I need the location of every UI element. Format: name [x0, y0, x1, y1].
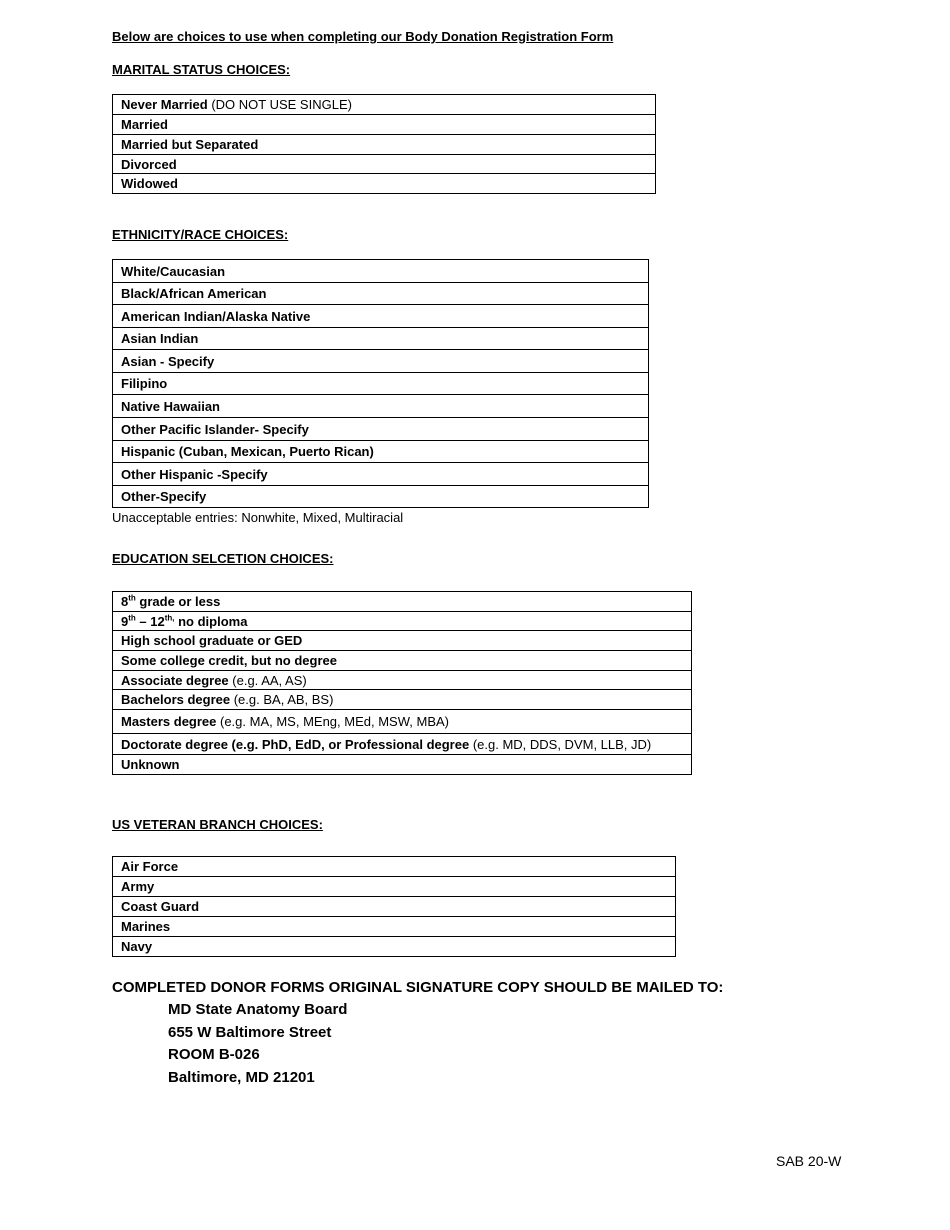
table-row [113, 592, 692, 612]
table-row [113, 612, 692, 631]
education-choice-label: Associate degree [121, 672, 229, 688]
marital-choice-label: Widowed [121, 176, 178, 191]
table-row [113, 350, 649, 373]
ethnicity-choice: Filipino [113, 373, 649, 395]
table-row [113, 897, 676, 917]
education-choice-label: Bachelors degree [121, 692, 231, 707]
marital-choice-label: Divorced [121, 156, 177, 172]
ethnicity-table [112, 259, 649, 508]
table-row [113, 690, 692, 710]
veteran-choice: Marines [113, 917, 676, 937]
education-choice-label: grade or less [135, 594, 221, 609]
education-grade-suffix: th [128, 613, 136, 623]
table-row [113, 328, 649, 350]
veteran-table [112, 856, 676, 957]
address-line-street: 655 W Baltimore Street [168, 1024, 332, 1041]
education-choice-label: Some college credit, but no degree [121, 653, 337, 668]
address-line-city: Baltimore, MD 21201 [168, 1069, 315, 1086]
ethnicity-choice: Asian Indian [113, 328, 649, 350]
education-choice-label: High school graduate or GED [121, 633, 303, 648]
education-grade-suffix: th, [164, 613, 175, 623]
ethnicity-choice: White/Caucasian [113, 260, 649, 283]
education-choice-example: (e.g. MA, MS, MEng, MEd, MSW, MBA) [216, 714, 449, 729]
education-table [112, 591, 692, 775]
table-row [113, 441, 649, 463]
education-grade-suffix: th [128, 593, 136, 603]
education-grade: 9 [121, 613, 129, 629]
education-choice-label: no diploma [174, 613, 248, 629]
table-row [113, 418, 649, 441]
education-grade-range: – 12 [135, 613, 165, 629]
veteran-choice: Army [113, 877, 676, 897]
table-row [113, 877, 676, 897]
table-row [113, 463, 649, 486]
table-row [113, 734, 692, 755]
table-row [113, 937, 676, 957]
table-row [113, 260, 649, 283]
table-row [113, 651, 692, 671]
veteran-choice: Coast Guard [113, 897, 676, 917]
table-row [113, 283, 649, 305]
ethnicity-choice: Other-Specify [113, 486, 649, 508]
table-row [113, 486, 649, 508]
ethnicity-choice: Black/African American [113, 283, 649, 305]
table-row [113, 135, 656, 155]
education-choice-label: Masters degree [121, 714, 217, 729]
education-choice-label: Unknown [121, 757, 180, 772]
education-choice-label: Doctorate degree (e.g. PhD, EdD, or Professional degree [121, 736, 470, 752]
education-grade: 8 [121, 594, 129, 609]
veteran-choice: Navy [113, 937, 676, 957]
ethnicity-choice: Other Hispanic -Specify [113, 463, 649, 486]
marital-status-table [112, 94, 656, 194]
unacceptable-entries-note: Unacceptable entries: Nonwhite, Mixed, Multiracial [112, 510, 404, 525]
form-code: SAB 20-W [776, 1153, 842, 1169]
ethnicity-choice: Native Hawaiian [113, 395, 649, 418]
education-choice-example: (e.g. MD, DDS, DVM, LLB, JD) [469, 736, 652, 752]
table-row [113, 857, 676, 877]
marital-choice-label: Married but Separated [121, 137, 259, 152]
education-heading: EDUCATION SELCETION CHOICES: [112, 551, 334, 566]
veteran-choice: Air Force [113, 857, 676, 877]
education-choice-example: (e.g. AA, AS) [228, 672, 307, 688]
table-row [113, 305, 649, 328]
ethnicity-choice: Other Pacific Islander- Specify [113, 418, 649, 441]
table-row [113, 710, 692, 734]
table-row [113, 95, 656, 115]
marital-choice-label: Never Married [121, 97, 208, 112]
ethnicity-choice: Hispanic (Cuban, Mexican, Puerto Rican) [113, 441, 649, 463]
education-choice-example: (e.g. BA, AB, BS) [230, 692, 334, 707]
veteran-heading: US VETERAN BRANCH CHOICES: [112, 817, 323, 832]
address-line-name: MD State Anatomy Board [168, 1001, 348, 1018]
table-row [113, 174, 656, 194]
marital-choice-label: Married [121, 117, 168, 132]
mailing-heading: COMPLETED DONOR FORMS ORIGINAL SIGNATURE COPY SHOULD BE MAILED TO: [112, 979, 724, 996]
table-row [113, 395, 649, 418]
page-title: Below are choices to use when completing our Body Donation Registration Form [112, 29, 614, 44]
table-row [113, 115, 656, 135]
ethnicity-choice: American Indian/Alaska Native [113, 305, 649, 328]
table-row [113, 631, 692, 651]
address-line-room: ROOM B-026 [168, 1046, 260, 1063]
table-row [113, 917, 676, 937]
table-row [113, 155, 656, 174]
marital-status-heading: MARITAL STATUS CHOICES: [112, 62, 291, 77]
marital-choice-note: (DO NOT USE SINGLE) [207, 97, 352, 112]
table-row [113, 671, 692, 690]
table-row [113, 755, 692, 775]
ethnicity-heading: ETHNICITY/RACE CHOICES: [112, 227, 289, 242]
table-row [113, 373, 649, 395]
ethnicity-choice: Asian - Specify [113, 350, 649, 373]
